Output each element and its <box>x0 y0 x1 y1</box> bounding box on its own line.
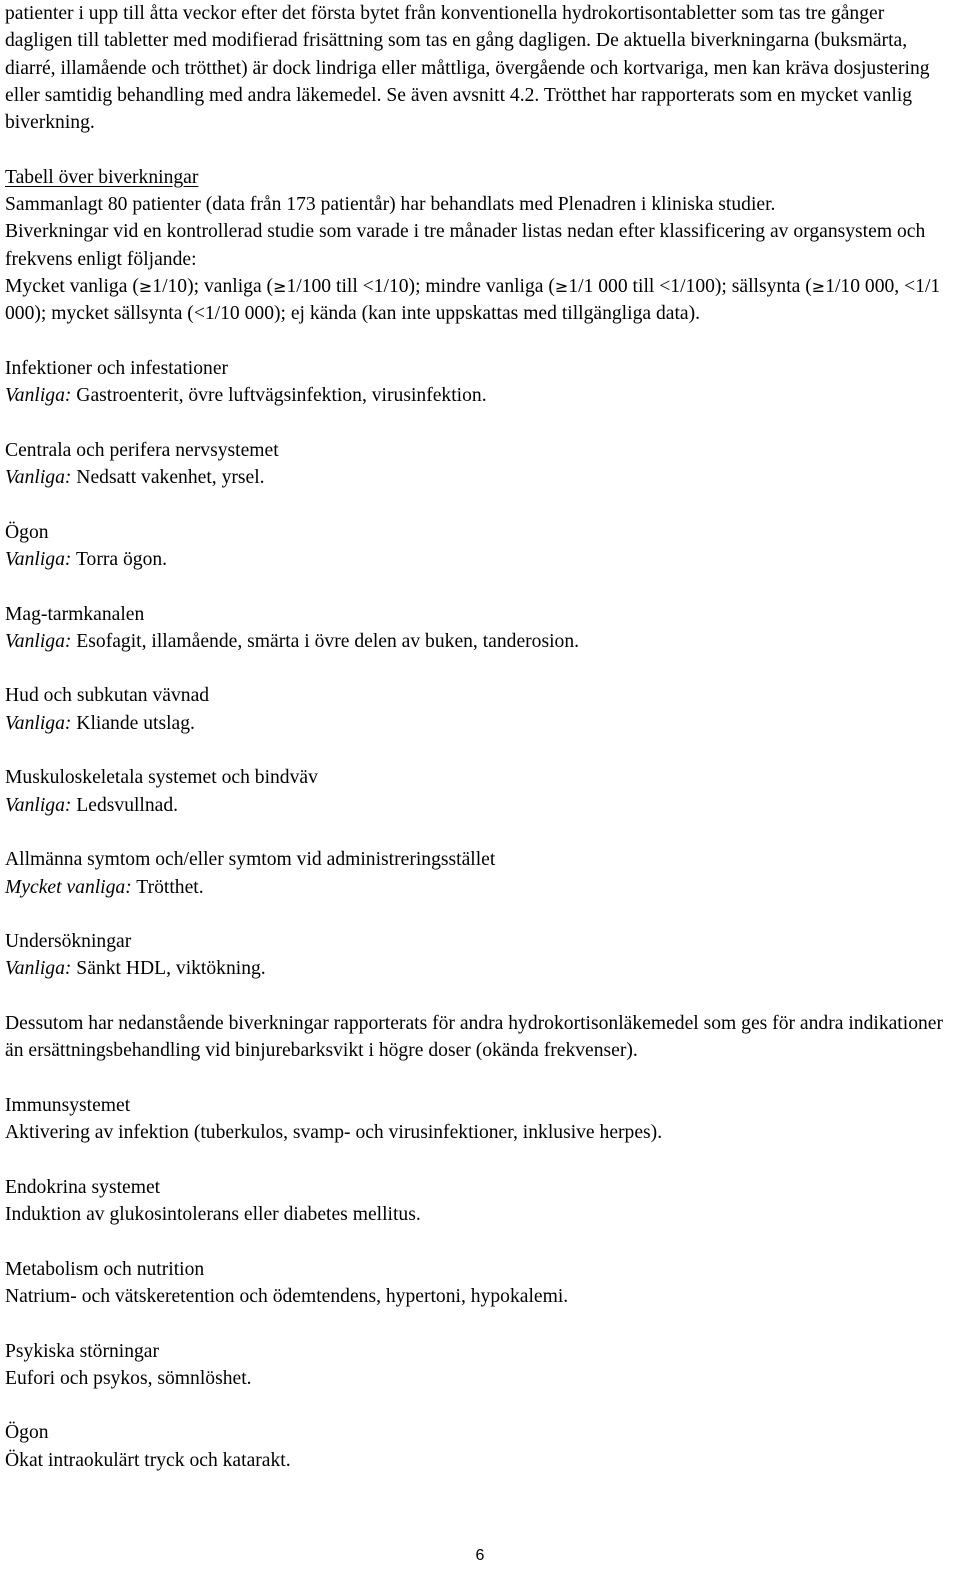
other-section <box>5 1419 955 1474</box>
organ-section <box>5 764 955 819</box>
organ-section-heading: Infektioner och infestationer <box>5 357 229 379</box>
spacer <box>5 1392 955 1419</box>
intro-paragraph: patienter i upp till åtta veckor efter det första bytet från konventionella hydrokortisontabletter som tas tre gånger dagligen till tabletter med modifierad frisättning som tas en gång dagligen. De aktuella biverkningarna (buksmärta, diarré, illamående och trötthet) är dock lindriga eller måttliga, övergående och kortvariga, men kan kräva dosjustering eller samtidig behandling med andra läkemedel. Se även avsnitt 4.2. Trötthet har rapporterats som en mycket vanlig biverkning. <box>5 3 930 134</box>
organ-section-text: Esofagit, illamående, smärta i övre delen av buken, tanderosion. <box>71 630 580 652</box>
other-section-heading: Ögon <box>5 1422 49 1444</box>
organ-section-text: Ledsvullnad. <box>71 794 179 816</box>
organ-section <box>5 928 955 983</box>
organ-section <box>5 437 955 492</box>
frequency-label: Vanliga: <box>5 548 72 570</box>
organ-section <box>5 519 955 574</box>
frequency-definitions: Mycket vanliga (≥1/10); vanliga (≥1/100 till <1/10); mindre vanliga (≥1/1 000 till <1/100); sällsynta (≥1/10 000, <1/1 000); mycket sällsynta (<1/10 000); ej kända (kan inte uppskattas med tillgängliga data). <box>5 275 941 325</box>
spacer <box>5 328 955 355</box>
organ-section-text: Gastroenterit, övre luftvägsinfektion, virusinfektion. <box>71 385 487 407</box>
organ-section-heading: Ögon <box>5 521 49 543</box>
frequency-label: Vanliga: <box>5 467 72 489</box>
spacer <box>5 1228 955 1255</box>
frequency-label: Mycket vanliga: <box>5 876 132 898</box>
spacer <box>5 655 955 682</box>
organ-section-text: Trötthet. <box>131 876 204 898</box>
other-section-text: Aktivering av infektion (tuberkulos, svamp- och virusinfektioner, inklusive herpes). <box>5 1122 663 1144</box>
other-section-text: Induktion av glukosintolerans eller diabetes mellitus. <box>5 1204 421 1226</box>
other-section-text: Ökat intraokulärt tryck och katarakt. <box>5 1449 291 1471</box>
frequency-label: Vanliga: <box>5 712 72 734</box>
organ-section <box>5 601 955 656</box>
other-section-heading: Psykiska störningar <box>5 1340 160 1362</box>
frequency-label: Vanliga: <box>5 958 72 980</box>
spacer <box>5 1146 955 1173</box>
table-heading: Tabell över biverkningar <box>5 166 199 188</box>
spacer <box>5 136 955 163</box>
organ-section-text: Kliande utslag. <box>71 712 195 734</box>
spacer <box>5 409 955 436</box>
other-section-heading: Immunsystemet <box>5 1094 131 1116</box>
organ-section <box>5 682 955 737</box>
organ-section-heading: Undersökningar <box>5 931 132 953</box>
spacer <box>5 737 955 764</box>
other-section-heading: Metabolism och nutrition <box>5 1258 205 1280</box>
other-section <box>5 1174 955 1229</box>
organ-section-text: Sänkt HDL, viktökning. <box>71 958 266 980</box>
other-section <box>5 1092 955 1147</box>
spacer <box>5 901 955 928</box>
document-page <box>5 0 955 1474</box>
frequency-label: Vanliga: <box>5 385 72 407</box>
organ-section-heading: Muskuloskeletala systemet och bindväv <box>5 767 318 789</box>
other-section-text: Eufori och psykos, sömnlöshet. <box>5 1367 252 1389</box>
spacer <box>5 983 955 1010</box>
frequency-label: Vanliga: <box>5 630 72 652</box>
spacer <box>5 1065 955 1092</box>
spacer <box>5 819 955 846</box>
spacer <box>5 573 955 600</box>
additional-paragraph: Dessutom har nedanstående biverkningar rapporterats för andra hydrokortisonläkemedel som ges för andra indikationer än ersättningsbehandling vid binjurebarksvikt i högre doser (okända frekvenser). <box>5 1012 944 1062</box>
organ-section-text: Nedsatt vakenhet, yrsel. <box>71 467 265 489</box>
organ-section-text: Torra ögon. <box>71 548 168 570</box>
organ-section-heading: Centrala och perifera nervsystemet <box>5 439 279 461</box>
organ-section-heading: Mag-tarmkanalen <box>5 603 145 625</box>
page-number: 6 <box>475 1547 485 1564</box>
other-section <box>5 1256 955 1311</box>
other-section-text: Natrium- och vätskeretention och ödemtendens, hypertoni, hypokalemi. <box>5 1285 569 1307</box>
other-section-heading: Endokrina systemet <box>5 1176 161 1198</box>
other-section <box>5 1338 955 1393</box>
frequency-label: Vanliga: <box>5 794 72 816</box>
table-heading-block <box>5 164 955 328</box>
table-summary: Sammanlagt 80 patienter (data från 173 patientår) har behandlats med Plenadren i kliniska studier. <box>5 194 776 216</box>
organ-section <box>5 355 955 410</box>
organ-section-heading: Hud och subkutan vävnad <box>5 685 210 707</box>
organ-section <box>5 846 955 901</box>
table-description: Biverkningar vid en kontrollerad studie som varade i tre månader listas nedan efter klassificering av organsystem och frekvens enligt följande: <box>5 221 926 270</box>
spacer <box>5 491 955 518</box>
organ-section-heading: Allmänna symtom och/eller symtom vid administreringsstället <box>5 849 496 871</box>
spacer <box>5 1310 955 1337</box>
